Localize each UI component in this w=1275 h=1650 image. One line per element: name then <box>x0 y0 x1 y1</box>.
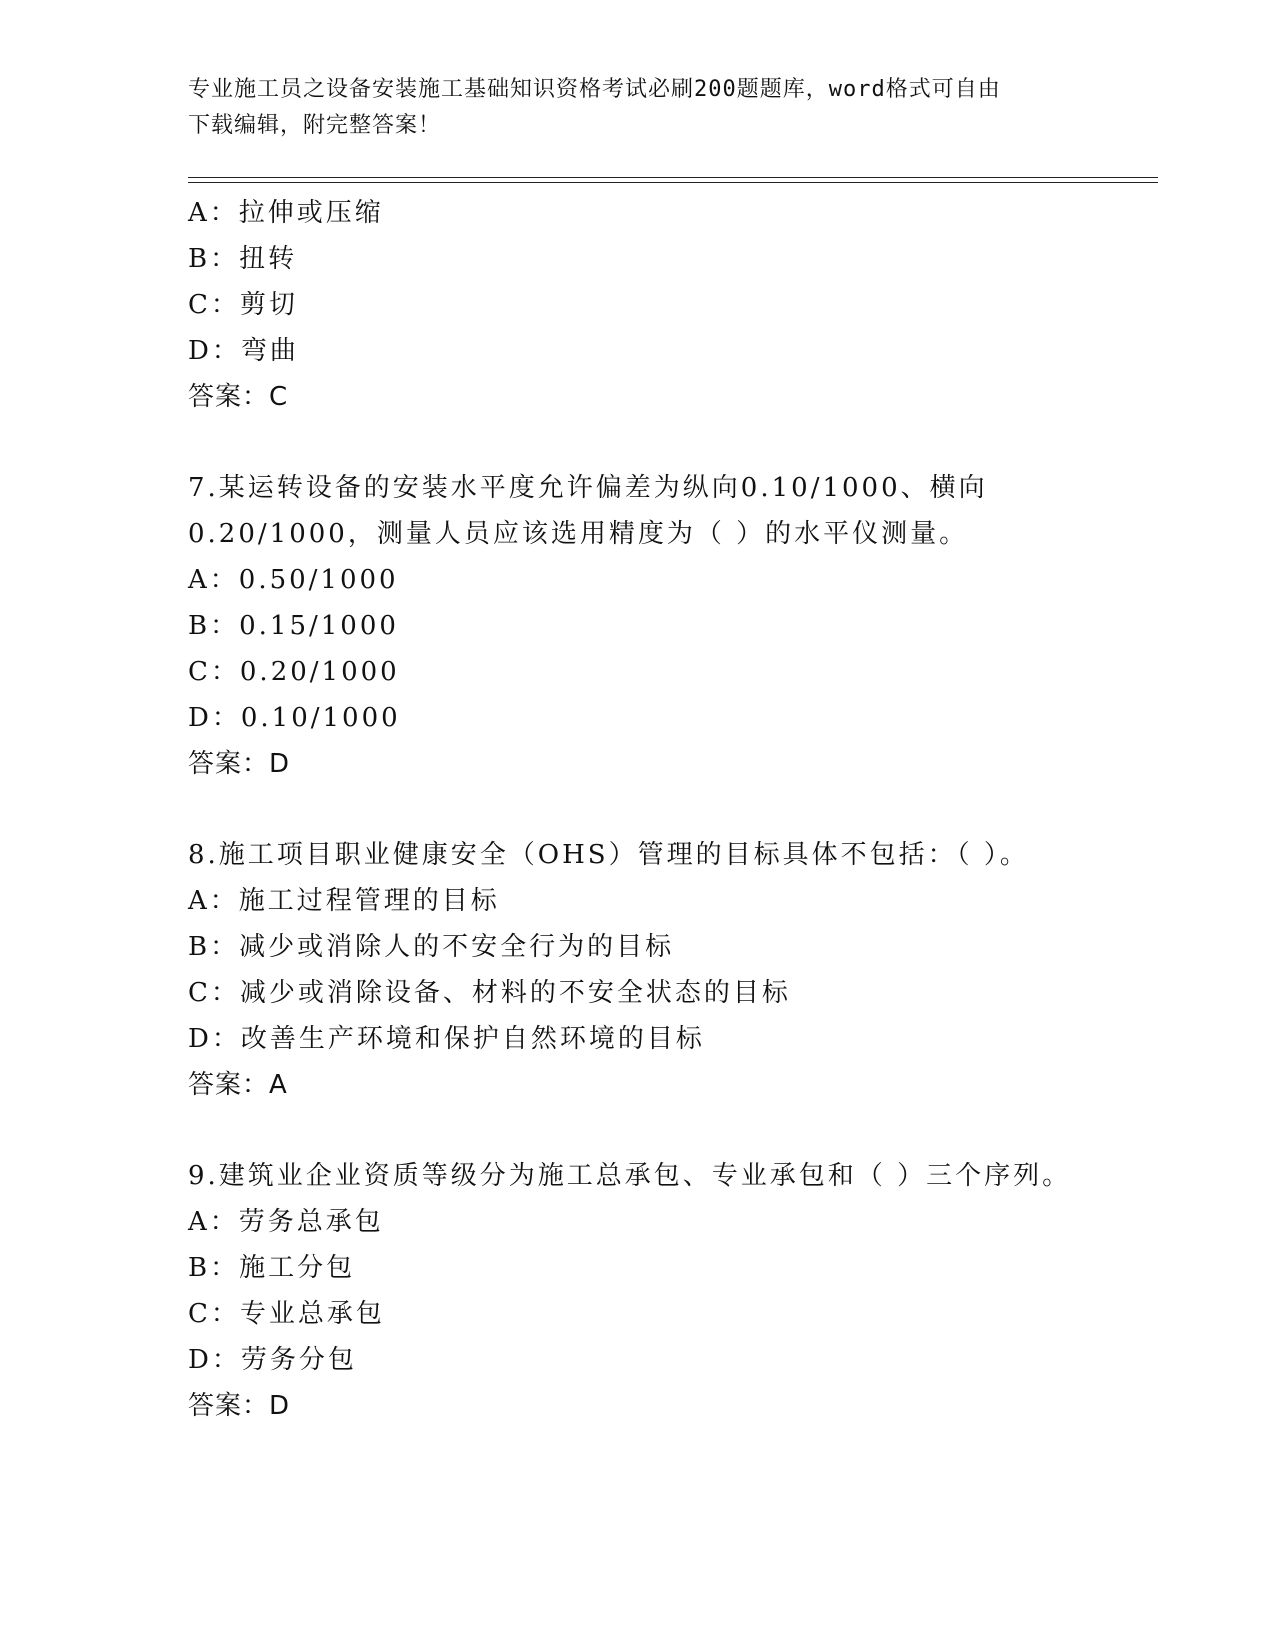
option-c: C：剪切 <box>188 290 298 320</box>
question-spacer <box>188 787 1188 832</box>
answer: 答案：D <box>188 749 291 779</box>
option-c: C：0.20/1000 <box>188 657 400 687</box>
option-d: D：改善生产环境和保护自然环境的目标 <box>188 1024 705 1054</box>
option-a: A：施工过程管理的目标 <box>188 886 500 916</box>
question-stem: 9.建筑业企业资质等级分为施工总承包、专业承包和（ ）三个序列。 <box>188 1161 1072 1191</box>
option-d: D：0.10/1000 <box>188 703 401 733</box>
question-list <box>188 190 1188 1429</box>
question-spacer <box>188 1108 1188 1153</box>
option-b: B：施工分包 <box>188 1253 356 1283</box>
answer: 答案：C <box>188 382 289 412</box>
question-6 <box>188 190 1188 420</box>
option-b: B：减少或消除人的不安全行为的目标 <box>188 932 675 962</box>
document-header <box>188 72 1068 144</box>
question-9 <box>188 1153 1188 1429</box>
option-c: C：减少或消除设备、材料的不安全状态的目标 <box>188 978 791 1008</box>
question-stem: 8.施工项目职业健康安全（OHS）管理的目标具体不包括：（ ）。 <box>188 840 1029 870</box>
header-divider-top <box>188 177 1158 178</box>
question-8 <box>188 832 1188 1108</box>
question-spacer <box>188 420 1188 465</box>
answer: 答案：D <box>188 1391 291 1421</box>
option-b: B：0.15/1000 <box>188 611 399 641</box>
option-d: D：劳务分包 <box>188 1345 357 1375</box>
question-stem-line-2: 0.20/1000，测量人员应该选用精度为（ ）的水平仪测量。 <box>188 519 969 549</box>
question-stem-line-1: 7.某运转设备的安装水平度允许偏差为纵向0.10/1000、横向 <box>188 473 988 503</box>
header-line-1: 专业施工员之设备安装施工基础知识资格考试必刷200题题库，word格式可自由 <box>188 77 1001 102</box>
option-a: A：劳务总承包 <box>188 1207 384 1237</box>
answer: 答案：A <box>188 1070 288 1100</box>
option-d: D：弯曲 <box>188 336 299 366</box>
option-b: B：扭转 <box>188 244 298 274</box>
question-7 <box>188 465 1188 787</box>
option-a: A：拉伸或压缩 <box>188 198 384 228</box>
option-a: A：0.50/1000 <box>188 565 399 595</box>
header-divider-bottom <box>188 182 1158 183</box>
header-line-2: 下载编辑，附完整答案！ <box>188 113 442 138</box>
option-c: C：专业总承包 <box>188 1299 385 1329</box>
